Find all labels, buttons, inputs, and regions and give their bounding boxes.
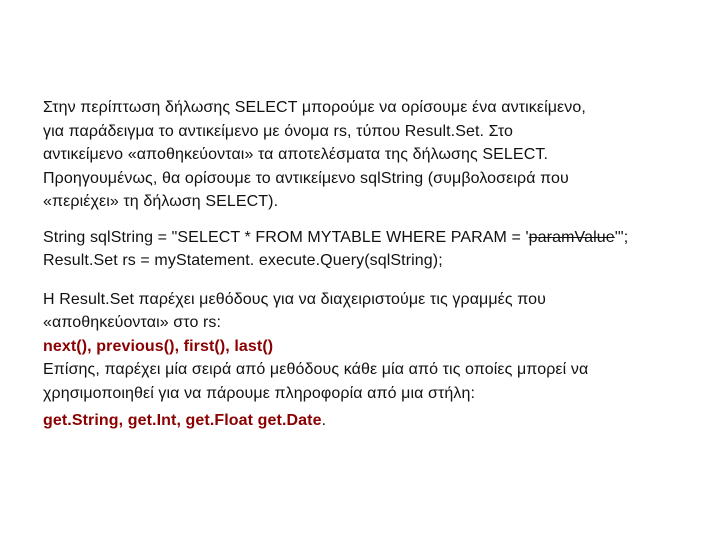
intro-line: αντικείμενο «αποθηκεύονται» τα αποτελέσματα της δήλωσης SELECT.: [43, 146, 549, 163]
struck-param-value: paramValue: [528, 228, 615, 246]
resultset-paragraph: [43, 288, 693, 406]
resultset-line: Επίσης, παρέχει μία σειρά από μεθόδους κάθε μία από τις οποίες μπορεί να: [43, 361, 589, 378]
getter-methods-line: [43, 409, 693, 433]
code-text: '";: [614, 228, 629, 246]
getter-methods: get.String, get.Int, get.Float get.Date: [43, 412, 322, 429]
intro-line: Στην περίπτωση δήλωσης SELECT μπορούμε να ορίσουμε ένα αντικείμενο,: [43, 99, 586, 116]
resultset-line: χρησιμοποιηθεί για να πάρουμε πληροφορία από μια στήλη:: [43, 384, 476, 402]
intro-paragraph: [43, 96, 693, 214]
getter-suffix: .: [321, 412, 327, 429]
navigation-methods: next(), previous(), first(), last(): [43, 337, 274, 355]
intro-line: για παράδειγμα το αντικείμενο με όνομα rs, τύπου Result.Set. Στο: [43, 122, 514, 140]
resultset-line: «αποθηκεύονται» στο rs:: [43, 314, 222, 331]
intro-line: Προηγουμένως, θα ορίσουμε το αντικείμενο sqlString (συμβολοσειρά που: [43, 169, 569, 187]
code-line-execute-query: Result.Set rs = myStatement. execute.Query(sqlString);: [43, 252, 443, 269]
slide-body: [43, 96, 693, 433]
resultset-line: Η Result.Set παρέχει μεθόδους για να διαχειριστούμε τις γραμμές που: [43, 290, 547, 308]
intro-line: «περιέχει» τη δήλωση SELECT).: [43, 193, 279, 210]
code-block: [43, 226, 693, 273]
code-line-sql-string: [43, 226, 693, 250]
code-text: String sqlString = "SELECT * FROM MYTABLE WHERE PARAM = ': [43, 228, 529, 246]
